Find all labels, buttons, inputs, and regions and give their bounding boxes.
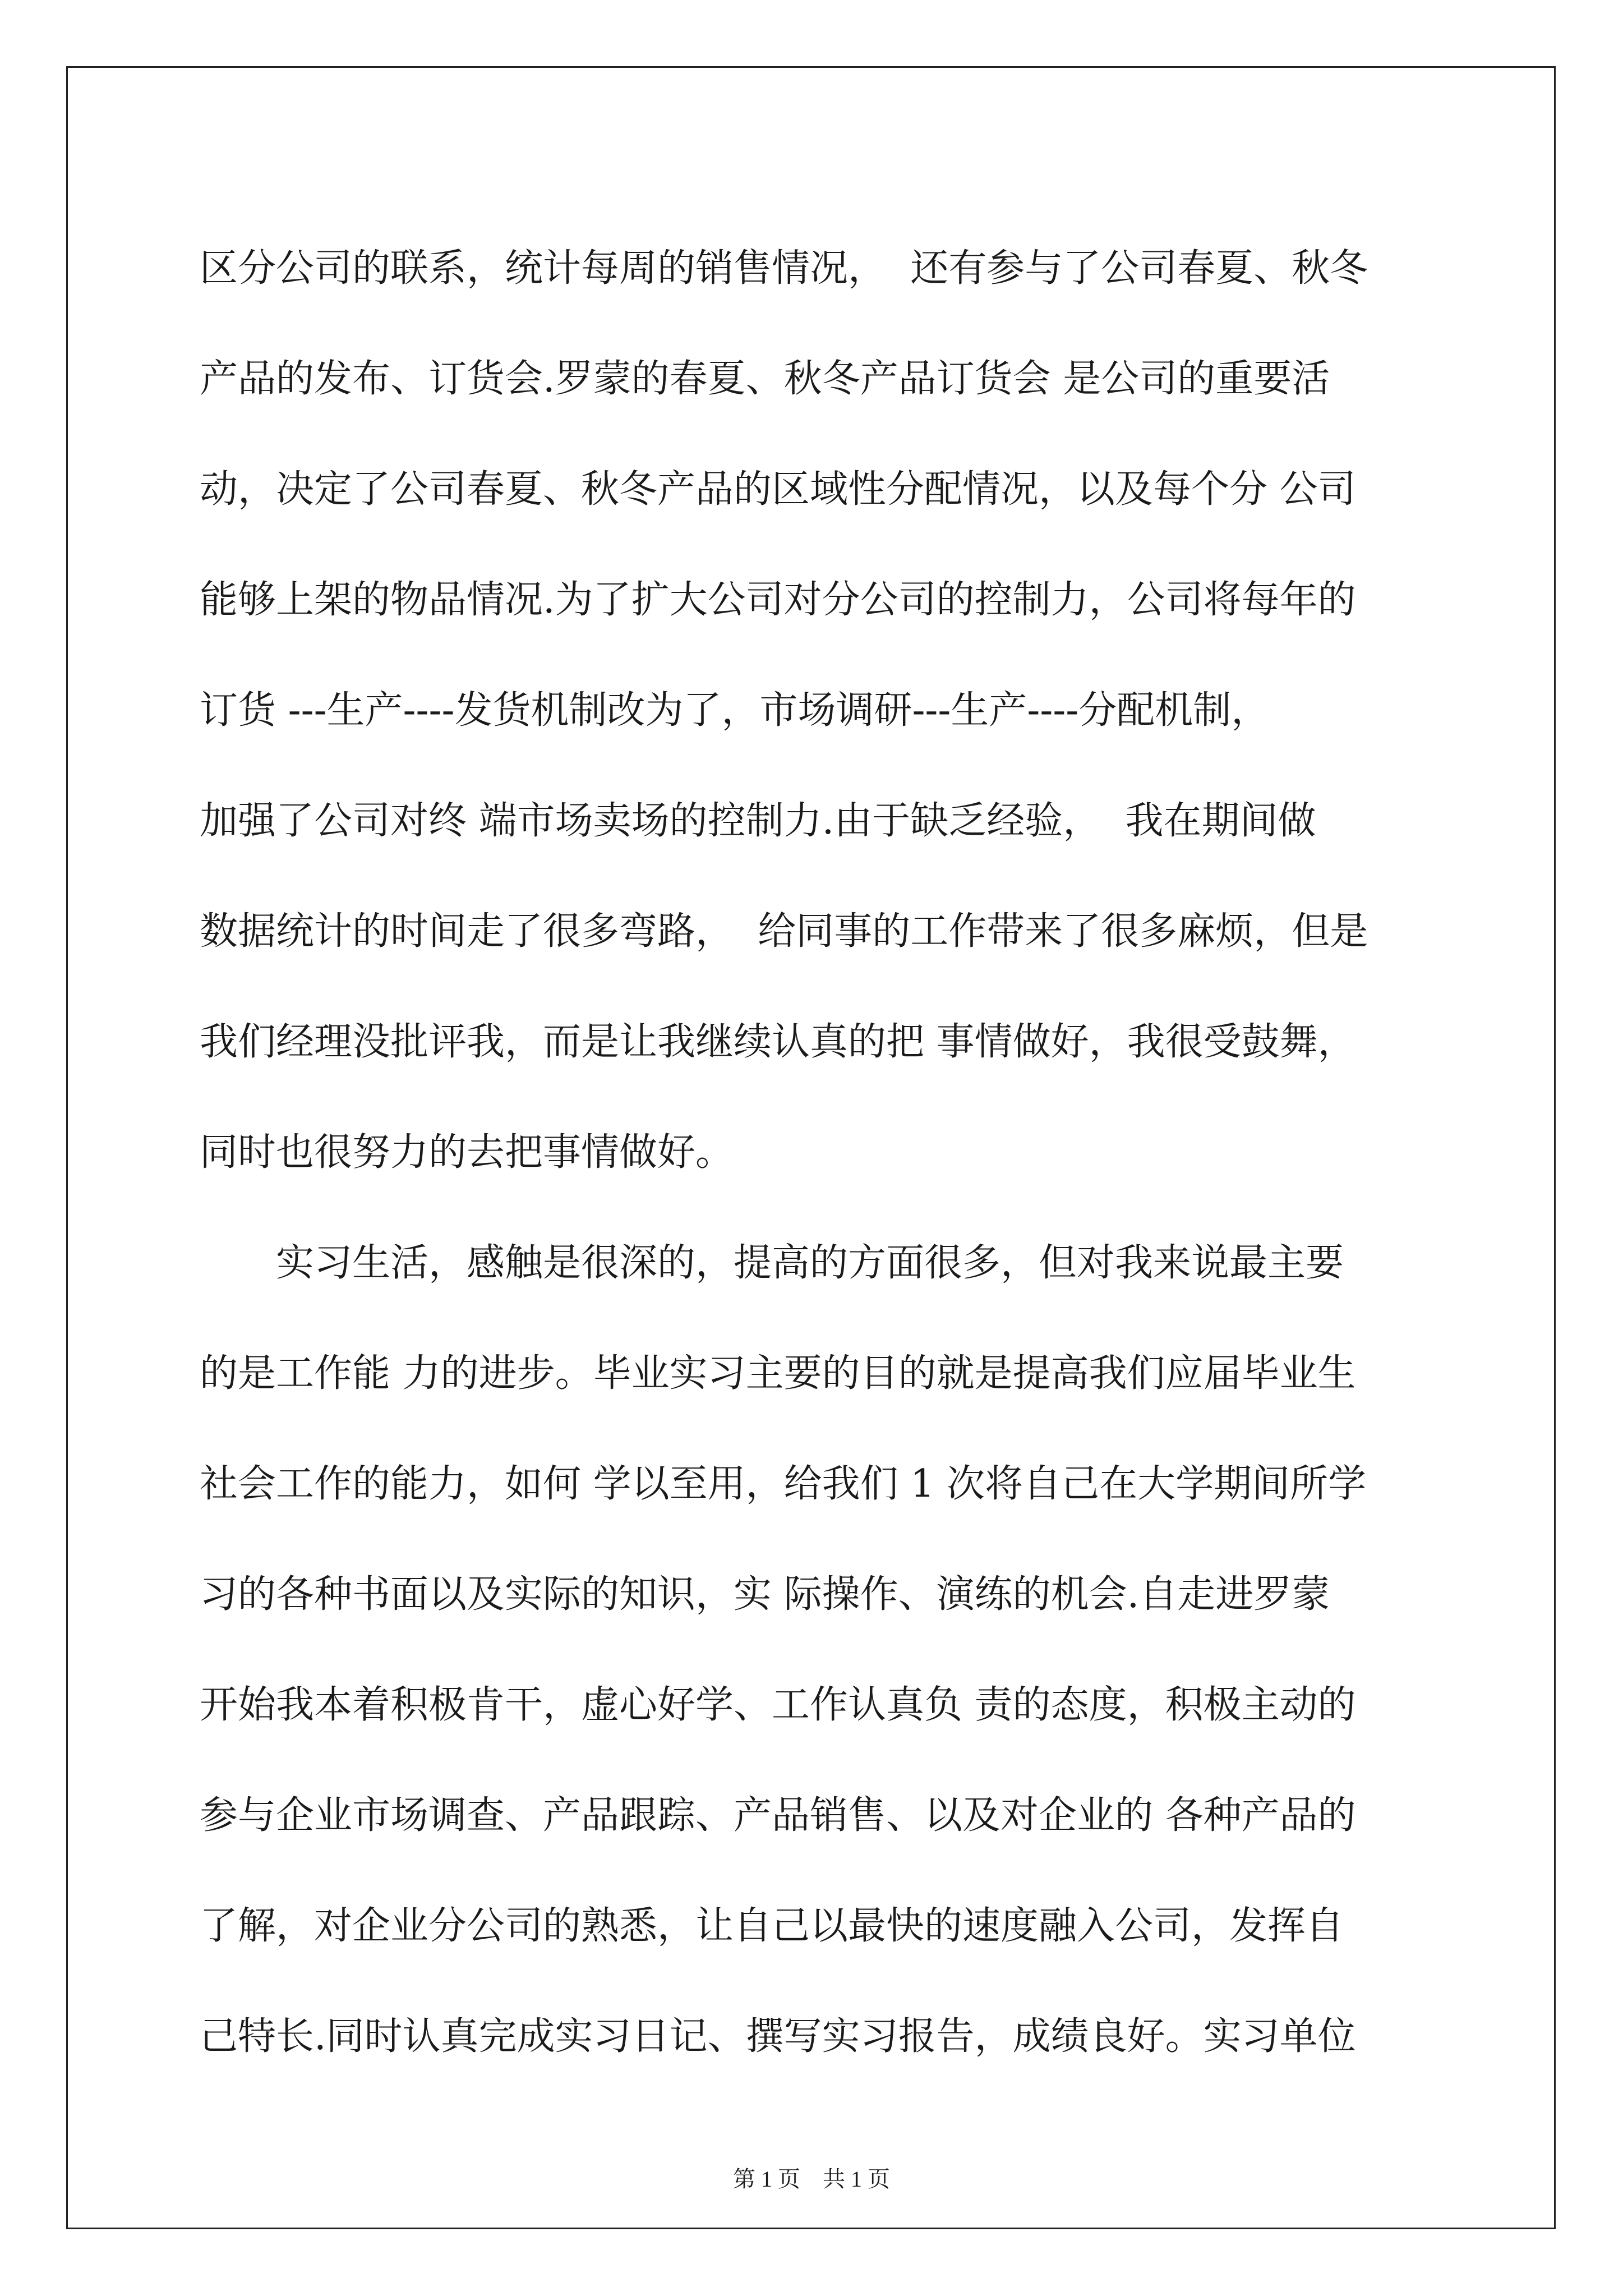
- text-line: 订货 ---生产----发货机制改为了，市场调研---生产----分配机制，: [200, 688, 1270, 733]
- text-line: 动，决定了公司春夏、秋冬产品的区域性分配情况，以及每个分 公司: [200, 467, 1356, 512]
- text-line: 参与企业市场调查、产品跟踪、产品销售、以及对企业的 各种产品的: [200, 1793, 1356, 1838]
- paragraph-first-line: 实习生活，感触是很深的，提高的方面很多，但对我来说最主要: [276, 1241, 1344, 1285]
- text-line: 同时也很努力的去把事情做好。: [200, 1130, 734, 1175]
- text-line: 了解，对企业分公司的熟悉，让自己以最快的速度融入公司，发挥自: [200, 1904, 1344, 1948]
- document-body: [200, 213, 1433, 2092]
- text-line: 开始我本着积极肯干，虚心好学、工作认真负 责的态度，积极主动的: [200, 1683, 1356, 1727]
- page-number-footer: 第 1 页 共 1 页: [733, 2166, 890, 2192]
- text-line: 加强了公司对终 端市场卖场的控制力.由于缺乏经验， 我在期间做: [200, 799, 1316, 843]
- text-line: 习的各种书面以及实际的知识，实 际操作、演练的机会.自走进罗蒙: [200, 1572, 1330, 1617]
- text-line: 社会工作的能力，如何 学以至用，给我们 1 次将自己在大学期间所学: [200, 1462, 1367, 1506]
- text-line: 的是工作能 力的进步。毕业实习主要的目的就是提高我们应届毕业生: [200, 1351, 1356, 1396]
- text-line: 区分公司的联系，统计每周的销售情况， 还有参与了公司春夏、秋冬: [200, 246, 1368, 291]
- text-line: 己特长.同时认真完成实习日记、撰写实习报告，成绩良好。实习单位: [200, 2014, 1356, 2059]
- text-line: 能够上架的物品情况.为了扩大公司对分公司的控制力，公司将每年的: [200, 578, 1356, 622]
- text-line: 产品的发布、订货会.罗蒙的春夏、秋冬产品订货会 是公司的重要活: [200, 357, 1330, 401]
- text-line: 我们经理没批评我，而是让我继续认真的把 事情做好，我很受鼓舞，: [200, 1020, 1356, 1064]
- text-line: 数据统计的时间走了很多弯路， 给同事的工作带来了很多麻烦，但是: [200, 909, 1368, 954]
